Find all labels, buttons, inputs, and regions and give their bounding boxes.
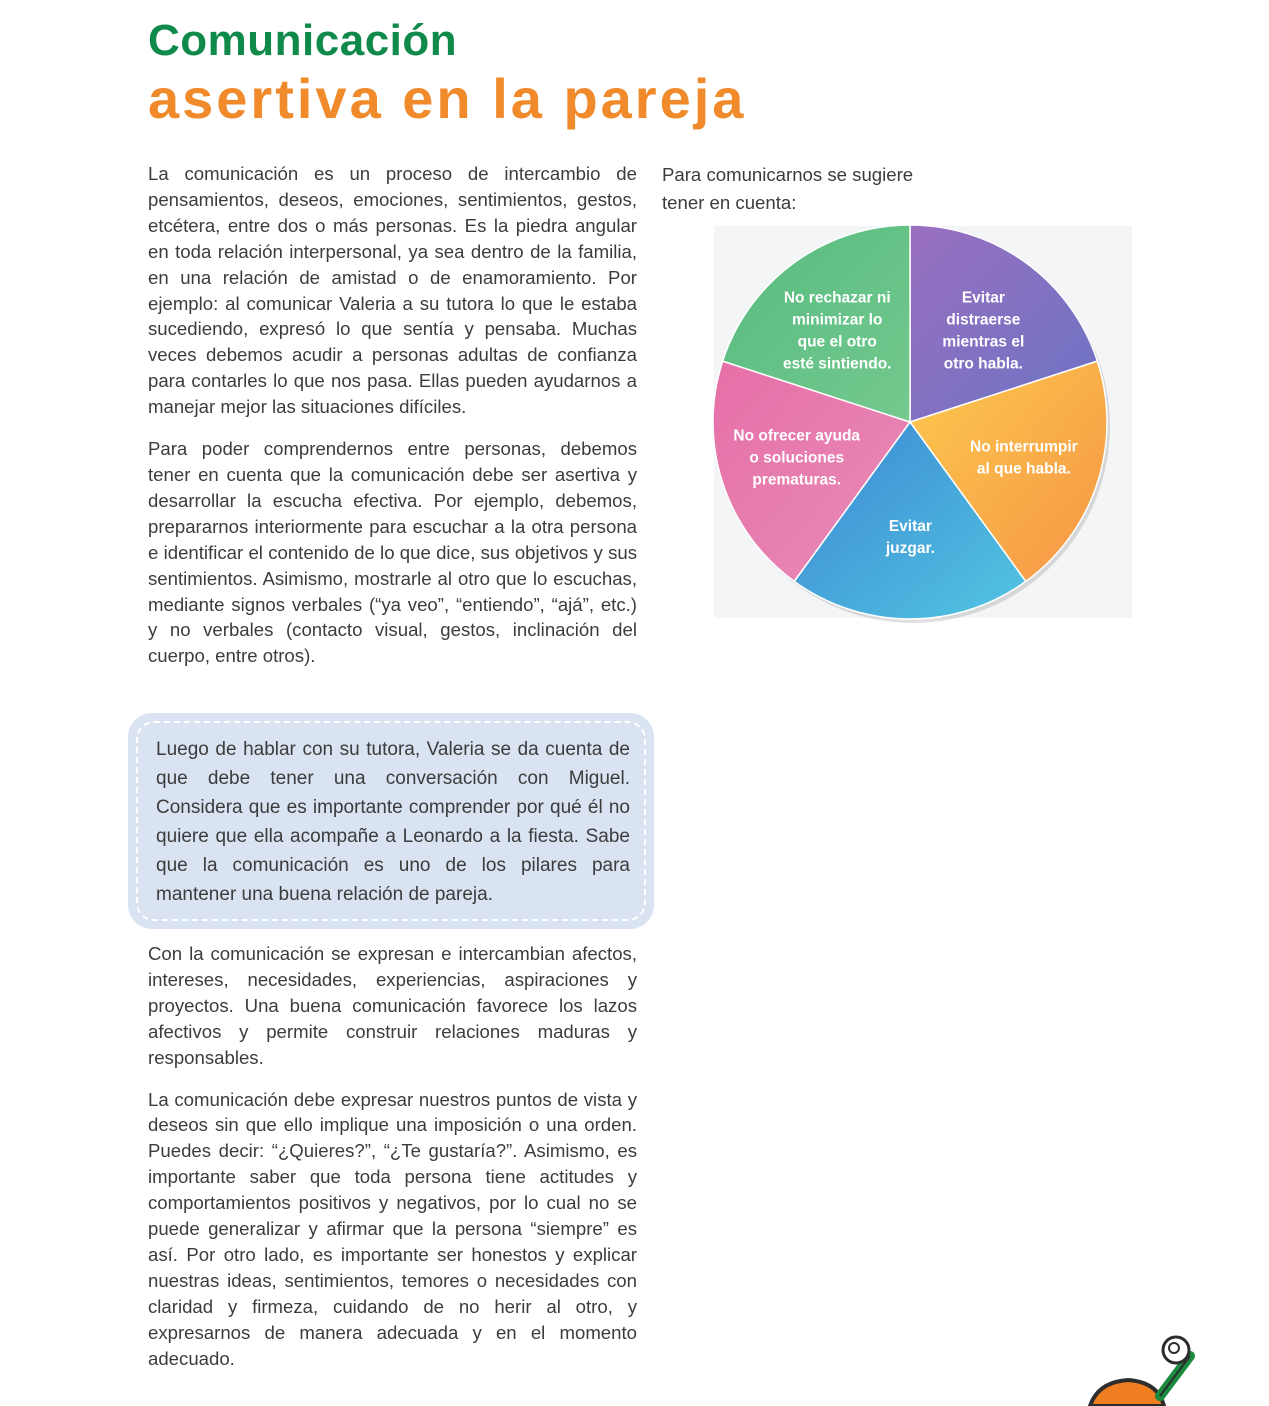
chart-intro-text: Para comunicarnos se sugiere tener en cuenta: bbox=[662, 164, 914, 213]
page-title-line1: Comunicación bbox=[148, 16, 458, 65]
mascot-antenna-tip bbox=[1163, 1337, 1189, 1363]
left-column bbox=[148, 161, 637, 685]
pie-slice-label-2: No interrumpir al que habla. bbox=[970, 438, 1078, 478]
mascot-body bbox=[1090, 1380, 1164, 1406]
pie-slice-label-1: Evitar distraerse mientras el otro habla. bbox=[942, 289, 1025, 373]
pie-slice-label-4: No ofrecer ayuda o soluciones prematuras. bbox=[733, 427, 861, 489]
page-title-line2: asertiva en la pareja bbox=[148, 67, 747, 130]
mascot-decoration bbox=[1080, 1330, 1269, 1406]
tips-pie-chart bbox=[700, 212, 1120, 632]
paragraph-expression: La comunicación debe expresar nuestros puntos de vista y deseos sin que ello implique una imposición o una orden. Puedes decir: “¿Quieres?”, “¿Te gustaría?”. Asimismo, es importante saber que toda persona tiene actitudes y comportamientos positivos y negativos, por lo cual no se puede generalizar y afirmar que la persona “siempre” es así. Por otro lado, es importante ser honestos y explicar nuestras ideas, sentimientos, temores o necesidades con claridad y firmeza, cuidando de no herir al otro, y expresarnos de manera adecuada y en el momento adecuado. bbox=[148, 1088, 637, 1369]
paragraph-assertive: Para poder comprendernos entre personas, debemos tener en cuenta que la comunicación debe ser asertiva y desarrollar la escucha efectiva. Por ejemplo, debemos, prepararnos interiormente para escuchar a la otra persona e identificar el contenido de lo que dice, sus objetivos y sus sentimientos. Asimismo, mostrarle al otro que lo escuchas, mediante signos verbales (“ya veo”, “entiendo”, “ajá”, etc.) y no verbales (contacto visual, gestos, inclinación del cuerpo, entre otros). bbox=[148, 438, 637, 667]
pie-slice-label-5: No rechazar ni minimizar lo que el otro esté sintiendo. bbox=[782, 289, 892, 373]
paragraph-affects: Con la comunicación se expresan e intercambian afectos, intereses, necesidades, experiencias, aspiraciones y proyectos. Una buena comunicación favorece los lazos afectivos y permite construir relaciones maduras y responsables. bbox=[148, 943, 637, 1068]
pie-slice-label-3: Evitar juzgar. bbox=[885, 517, 935, 557]
story-callout-box bbox=[128, 713, 654, 929]
paragraph-intro: La comunicación es un proceso de intercambio de pensamientos, deseos, emociones, sentimientos, gestos, etcétera, entre dos o más personas. Es la piedra angular en toda relación interpersonal, ya sea dentro de la familia, en una relación de amistad o de enamoramiento. Por ejemplo: al comunicar Valeria a su tutora lo que le estaba sucediendo, expresó lo que sentía y pensaba. Muchas veces debemos acudir a personas adultas de confianza para contarles lo que nos pasa. Ellas pueden ayudarnos a manejar mejor las situaciones difíciles. bbox=[148, 163, 637, 418]
callout-text: Luego de hablar con su tutora, Valeria se da cuenta de que debe tener una conversación con Miguel. Considera que es importante comprender por qué él no quiere que ella acompañe a Leonardo a la fiesta. Sabe que la comunicación es uno de los pilares para mantener una buena relación de pareja. bbox=[156, 739, 630, 905]
lower-column bbox=[148, 941, 637, 1388]
